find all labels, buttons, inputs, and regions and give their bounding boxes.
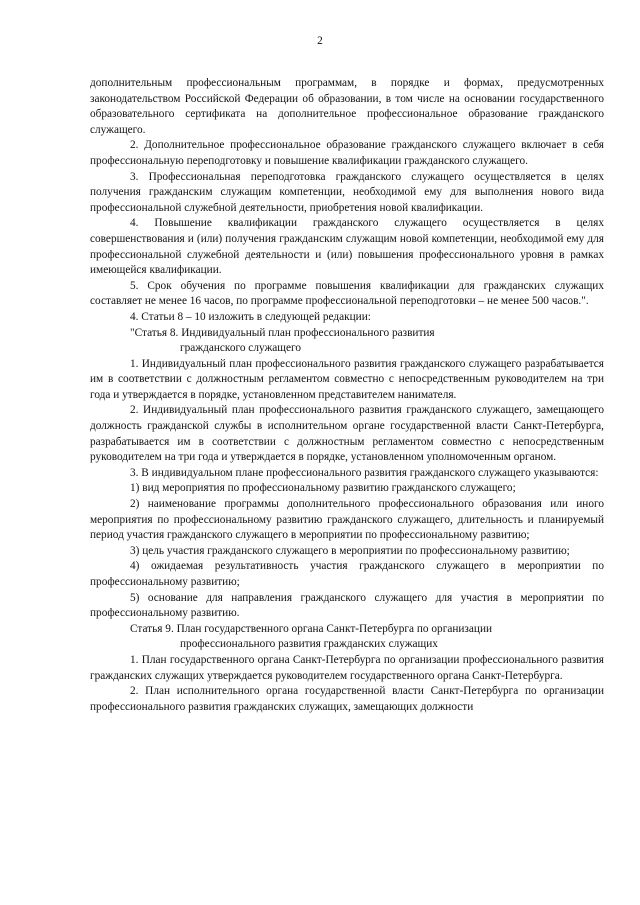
page-number: 2 — [317, 35, 323, 47]
article-8-item-1: 1. Индивидуальный план профессионального развития гражданского служащего разрабатывается им в соответствии с должностным регламентом совместно с непосредственным руководителем на три года и утверждается в порядке, установленном представителем нанимателя. — [90, 357, 604, 401]
list-item-1: 1) вид мероприятия по профессиональному развитию гражданского служащего; — [130, 482, 516, 495]
list-item-5: 5) основание для направления гражданского служащего для участия в мероприятии по профессиональному развитию. — [90, 591, 604, 620]
article-8-heading: "Статья 8. Индивидуальный план профессионального развития — [130, 326, 435, 339]
article-9-heading-cont: профессионального развития гражданских служащих — [180, 638, 438, 651]
article-8-heading-cont: гражданского служащего — [180, 342, 301, 355]
document-body — [90, 76, 604, 715]
article-9-item-2: 2. План исполнительного органа государственной власти Санкт-Петербурга по организации профессионального развития гражданских служащих, замещающих должности — [90, 685, 604, 713]
article-8-item-2: 2. Индивидуальный план профессионального развития гражданского служащего, замещающего должность гражданской службы в исполнительном органе государственной власти Санкт-Петербурга, разрабатывается им в соответствии с должностным регламентом совместно с непосредственным руководителем на три года и утверждается в порядке, установленном уполномоченным органом. — [90, 404, 604, 464]
article-9-item-1: 1. План государственного органа Санкт-Петербурга по организации профессионального развития гражданских служащих утверждается руководителем государственного органа Санкт-Петербурга. — [90, 653, 604, 682]
paragraph-item-5: 5. Срок обучения по программе повышения квалификации для гражданских служащих составляет не менее 16 часов, по программе профессиональной переподготовки – не менее 500 часов.". — [90, 279, 604, 308]
paragraph-item-2: 2. Дополнительное профессиональное образование гражданского служащего включает в себя профессиональную переподготовку и повышение квалификации гражданского служащего. — [90, 139, 604, 167]
paragraph-item-3: 3. Профессиональная переподготовка гражданского служащего осуществляется в целях получения гражданским служащим компетенции, необходимой ему для выполнения нового вида профессиональной служебной деятельности, приобретения новой квалификации. — [90, 170, 604, 214]
paragraph-item-4: 4. Повышение квалификации гражданского служащего осуществляется в целях совершенствования и (или) получения гражданским служащим новой компетенции, необходимой ему для профессиональной служебной деятельности и (или) повышения профессионального уровня в рамках имеющейся квалификации. — [90, 217, 604, 277]
list-item-2: 2) наименование программы дополнительного профессионального образования или иного мероприятия по профессиональному развитию гражданского служащего, длительность и планируемый период участия гражданского служащего в мероприятии по профессиональному развитию; — [90, 498, 604, 542]
article-9-heading: Статья 9. План государственного органа Санкт-Петербурга по организации — [130, 622, 493, 635]
article-8-item-3: 3. В индивидуальном плане профессионального развития гражданского служащего указываются: — [130, 466, 599, 479]
list-item-4: 4) ожидаемая результативность участия гражданского служащего в мероприятии по профессиональному развитию; — [90, 560, 604, 588]
list-item-3: 3) цель участия гражданского служащего в мероприятии по профессиональному развитию; — [130, 544, 570, 557]
paragraph-amendment-4: 4. Статьи 8 – 10 изложить в следующей редакции: — [130, 310, 371, 323]
paragraph-continuation: дополнительным профессиональным программам, в порядке и формах, предусмотренных законодательством Российской Федерации об образовании, в том числе на основании государственного образовательного сертификата на дополнительное профессиональное образование гражданского служащего. — [90, 77, 604, 136]
